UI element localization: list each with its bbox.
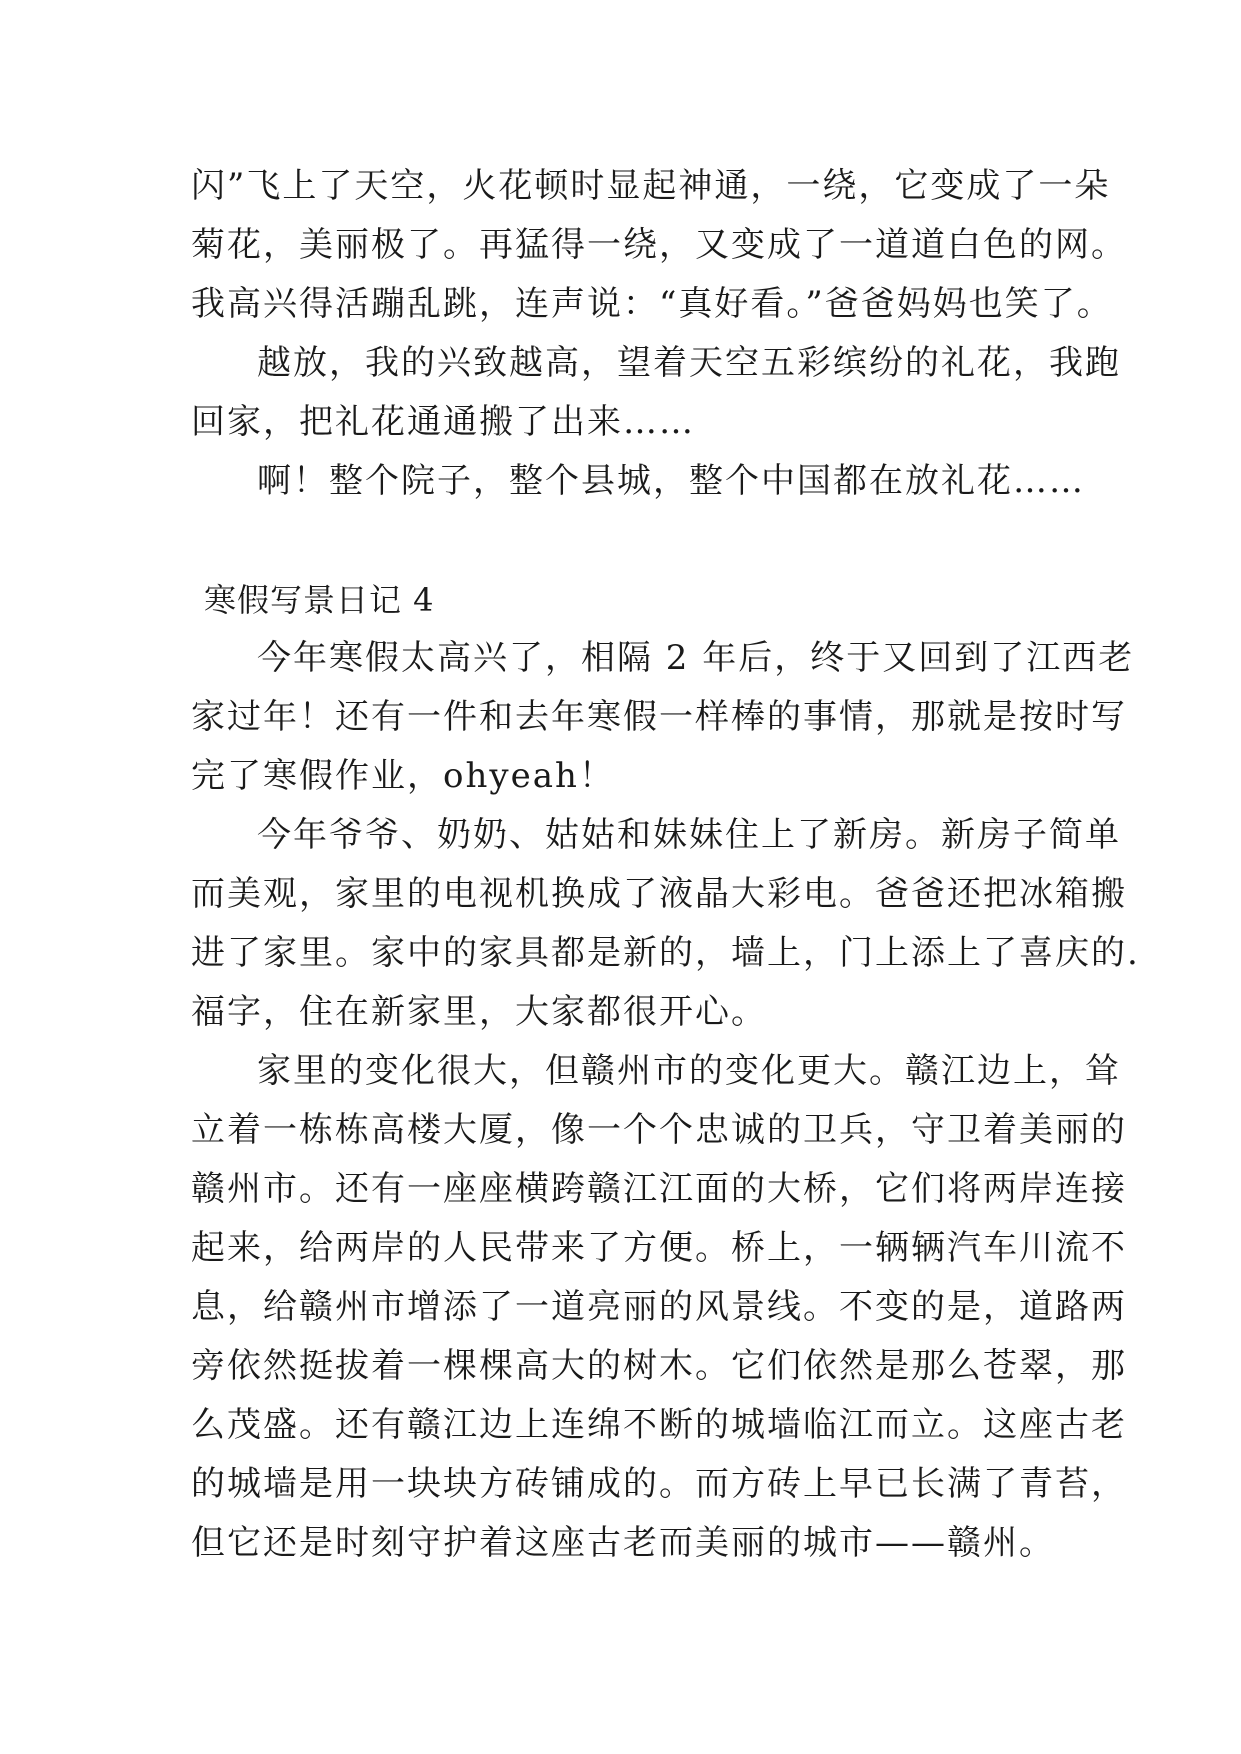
paragraph-line: 我高兴得活蹦乱跳，连声说：“真好看。”爸爸妈妈也笑了。 [191,284,1113,324]
paragraph-line: 完了寒假作业，ohyeah！ [191,756,615,796]
paragraph-line: 今年寒假太高兴了，相隔 2 年后，终于又回到了江西老 [257,638,1135,678]
paragraph-line: 啊！整个院子，整个县城，整个中国都在放礼花…… [257,461,1085,501]
paragraph-line: 的城墙是用一块块方砖铺成的。而方砖上早已长满了青苔， [191,1464,1127,1504]
paragraph-line: 么茂盛。还有赣江边上连绵不断的城墙临江而立。这座古老 [191,1405,1127,1445]
paragraph-line: 菊花，美丽极了。再猛得一绕，又变成了一道道白色的网。 [191,225,1127,265]
section-title: 寒假写景日记 4 [204,581,435,619]
paragraph-line: 家过年！还有一件和去年寒假一样棒的事情，那就是按时写 [191,697,1127,737]
paragraph-line: 越放，我的兴致越高，望着天空五彩缤纷的礼花，我跑 [257,343,1121,383]
paragraph-line: 进了家里。家中的家具都是新的，墙上，门上添上了喜庆的. [191,933,1140,973]
paragraph-line: 而美观，家里的电视机换成了液晶大彩电。爸爸还把冰箱搬 [191,874,1127,914]
paragraph-line: 家里的变化很大，但赣州市的变化更大。赣江边上，耸 [257,1051,1121,1091]
paragraph-line: 但它还是时刻守护着这座古老而美丽的城市——赣州。 [191,1523,1055,1563]
paragraph-line: 立着一栋栋高楼大厦，像一个个忠诚的卫兵，守卫着美丽的 [191,1110,1127,1150]
paragraph-line: 息，给赣州市增添了一道亮丽的风景线。不变的是，道路两 [191,1287,1127,1327]
paragraph-line: 福字，住在新家里，大家都很开心。 [191,992,767,1032]
paragraph-line: 今年爷爷、奶奶、姑姑和妹妹住上了新房。新房子简单 [257,815,1121,855]
paragraph-line: 赣州市。还有一座座横跨赣江江面的大桥，它们将两岸连接 [191,1169,1127,1209]
paragraph-line: 闪”飞上了天空，火花顿时显起神通，一绕，它变成了一朵 [191,166,1111,206]
paragraph-line: 起来，给两岸的人民带来了方便。桥上，一辆辆汽车川流不 [191,1228,1127,1268]
paragraph-line: 旁依然挺拔着一棵棵高大的树木。它们依然是那么苍翠，那 [191,1346,1127,1386]
paragraph-line: 回家，把礼花通通搬了出来…… [191,402,695,442]
